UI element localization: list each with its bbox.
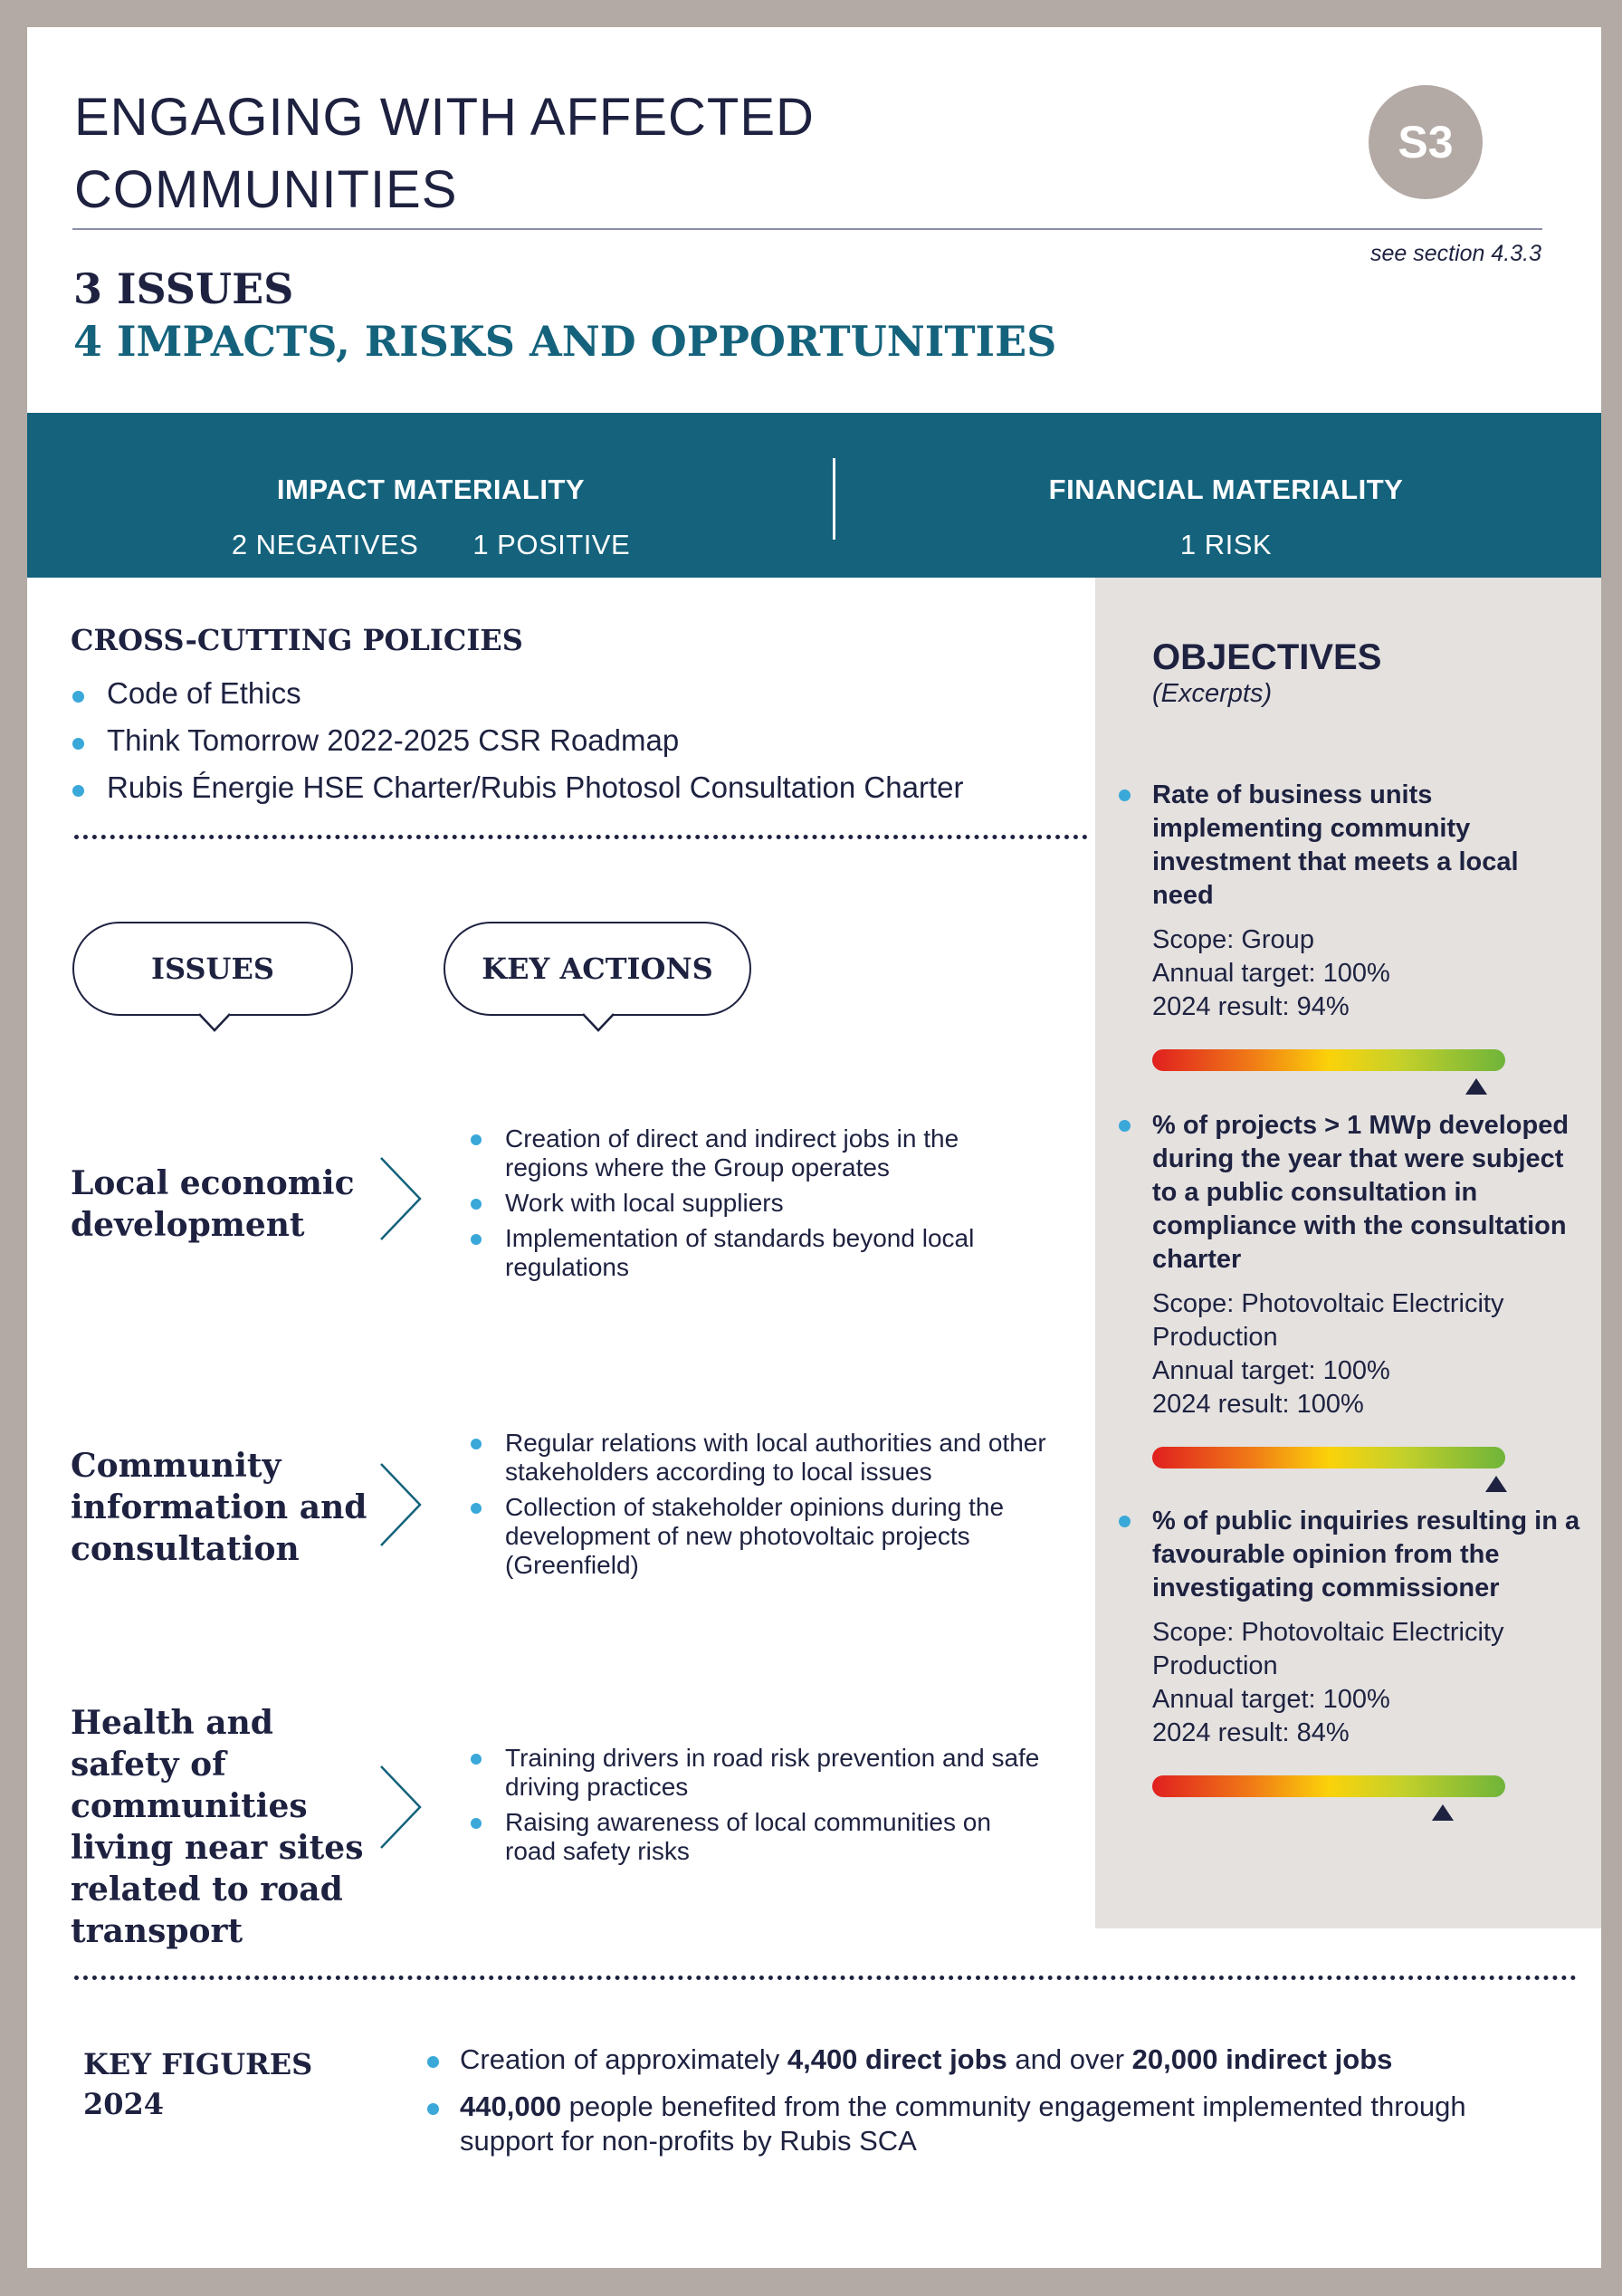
policy-item: Code of Ethics bbox=[71, 670, 963, 717]
gauge-gradient-bar bbox=[1152, 1447, 1505, 1468]
action-item: Training drivers in road risk prevention and safe driving practices bbox=[469, 1744, 1048, 1802]
dotted-divider bbox=[74, 835, 1088, 839]
objective-name: % of public inquiries resulting in a favourable opinion from the investigating commissioner bbox=[1152, 1507, 1580, 1602]
objectives-subtitle: (Excerpts) bbox=[1152, 679, 1273, 708]
objective-scope: Scope: Group bbox=[1152, 925, 1314, 954]
action-item: Collection of stakeholder opinions during the development of new photovoltaic projects (Greenfield) bbox=[469, 1493, 1048, 1580]
bullet-icon bbox=[1119, 1120, 1131, 1132]
issue-name: Health and safety of communities living near sites related to road transport bbox=[71, 1704, 364, 1950]
objective-item bbox=[1152, 779, 1587, 1096]
bullet-icon bbox=[471, 1199, 482, 1210]
objective-target: Annual target: 100% bbox=[1152, 959, 1390, 988]
bullet-icon bbox=[471, 1818, 482, 1829]
objectives-panel bbox=[1095, 578, 1601, 1928]
chevron-right-icon bbox=[378, 1764, 424, 1851]
materiality-band bbox=[27, 413, 1601, 578]
action-item: Creation of direct and indirect jobs in the regions where the Group operates bbox=[469, 1124, 1048, 1182]
gauge-marker-icon bbox=[1485, 1476, 1507, 1492]
bullet-icon bbox=[427, 2103, 439, 2115]
objective-result: 2024 result: 100% bbox=[1152, 1390, 1364, 1419]
page-title-line2: COMMUNITIES bbox=[74, 160, 458, 219]
bullet-icon bbox=[471, 1503, 482, 1514]
bullet-icon bbox=[471, 1234, 482, 1245]
chevron-right-icon bbox=[378, 1461, 424, 1548]
key-figures-title-line1: KEY FIGURES bbox=[83, 2047, 313, 2081]
objective-target: Annual target: 100% bbox=[1152, 1356, 1390, 1385]
action-item: Regular relations with local authorities and other stakeholders according to local issues bbox=[469, 1429, 1048, 1487]
achievement-gauge bbox=[1152, 1042, 1505, 1096]
page-title bbox=[74, 81, 1070, 226]
bullet-icon bbox=[72, 691, 84, 703]
positives-count: 1 POSITIVE bbox=[472, 529, 631, 560]
objectives-title: OBJECTIVES bbox=[1152, 637, 1382, 677]
bullet-icon bbox=[72, 785, 84, 797]
bullet-icon bbox=[1119, 789, 1131, 801]
gauge-gradient-bar bbox=[1152, 1775, 1505, 1797]
key-figures-list bbox=[425, 2042, 1566, 2171]
bullet-icon bbox=[427, 2056, 439, 2068]
bubble-tail-icon bbox=[199, 1012, 230, 1032]
action-item: Work with local suppliers bbox=[469, 1189, 1048, 1218]
policy-item: Think Tomorrow 2022-2025 CSR Roadmap bbox=[71, 717, 963, 764]
achievement-gauge bbox=[1152, 1768, 1505, 1822]
issue-name: Community information and consultation bbox=[71, 1447, 367, 1568]
objective-item bbox=[1152, 1505, 1587, 1822]
header-divider bbox=[72, 228, 1542, 230]
bullet-icon bbox=[1119, 1516, 1131, 1527]
financial-materiality bbox=[835, 413, 1601, 578]
gauge-marker-icon bbox=[1432, 1804, 1454, 1821]
bullet-icon bbox=[72, 738, 84, 750]
gauge-gradient-bar bbox=[1152, 1049, 1505, 1071]
objective-name: % of projects > 1 MWp developed during the year that were subject to a public consultation in compliance with the consultation charter bbox=[1152, 1111, 1570, 1274]
risks-count: 1 RISK bbox=[1179, 529, 1273, 560]
key-figures-title bbox=[83, 2044, 312, 2124]
key-actions-list bbox=[469, 1124, 1048, 1288]
bullet-icon bbox=[471, 1754, 482, 1765]
key-figure-item: 440,000 people benefited from the community engagement implemented through support for non-profits by Rubis SCA bbox=[425, 2090, 1566, 2158]
impact-materiality bbox=[27, 413, 835, 578]
objective-name: Rate of business units implementing community investment that meets a local need bbox=[1152, 780, 1519, 910]
iro-count: 4 IMPACTS, RISKS AND OPPORTUNITIES bbox=[73, 317, 1057, 366]
section-badge: S3 bbox=[1369, 85, 1483, 199]
objective-result: 2024 result: 84% bbox=[1152, 1718, 1350, 1747]
action-item: Implementation of standards beyond local regulations bbox=[469, 1224, 1048, 1282]
policies-list bbox=[71, 670, 963, 811]
key-figures-year: 2024 bbox=[83, 2087, 165, 2121]
dotted-divider bbox=[74, 1976, 1577, 1980]
key-actions-list bbox=[469, 1744, 1048, 1872]
policy-item: Rubis Énergie HSE Charter/Rubis Photosol Consultation Charter bbox=[71, 764, 963, 811]
page bbox=[27, 27, 1601, 2268]
objective-scope: Scope: Photovoltaic Electricity Production bbox=[1152, 1289, 1504, 1352]
impact-materiality-title: IMPACT MATERIALITY bbox=[276, 474, 586, 505]
achievement-gauge bbox=[1152, 1440, 1505, 1494]
objective-scope: Scope: Photovoltaic Electricity Production bbox=[1152, 1618, 1504, 1680]
negatives-count: 2 NEGATIVES bbox=[231, 529, 419, 560]
issue-name: Local economic development bbox=[71, 1164, 355, 1244]
chevron-right-icon bbox=[378, 1155, 424, 1242]
section-reference: see section 4.3.3 bbox=[1369, 241, 1541, 266]
financial-materiality-title: FINANCIAL MATERIALITY bbox=[1048, 474, 1404, 505]
key-figure-item: Creation of approximately 4,400 direct jobs and over 20,000 indirect jobs bbox=[425, 2042, 1566, 2077]
issues-count: 3 ISSUES bbox=[73, 264, 294, 313]
issues-bubble: ISSUES bbox=[72, 922, 353, 1016]
gauge-marker-icon bbox=[1465, 1078, 1487, 1095]
key-actions-bubble: KEY ACTIONS bbox=[444, 922, 751, 1016]
action-item: Raising awareness of local communities on road safety risks bbox=[469, 1808, 1048, 1866]
objective-target: Annual target: 100% bbox=[1152, 1685, 1390, 1714]
bubble-tail-icon bbox=[583, 1012, 614, 1032]
policies-title: CROSS-CUTTING POLICIES bbox=[71, 623, 523, 657]
key-actions-list bbox=[469, 1429, 1048, 1586]
bullet-icon bbox=[471, 1134, 482, 1145]
page-title-line1: ENGAGING WITH AFFECTED bbox=[74, 88, 815, 147]
objective-result: 2024 result: 94% bbox=[1152, 992, 1350, 1021]
objective-item bbox=[1152, 1109, 1587, 1494]
bullet-icon bbox=[471, 1439, 482, 1449]
